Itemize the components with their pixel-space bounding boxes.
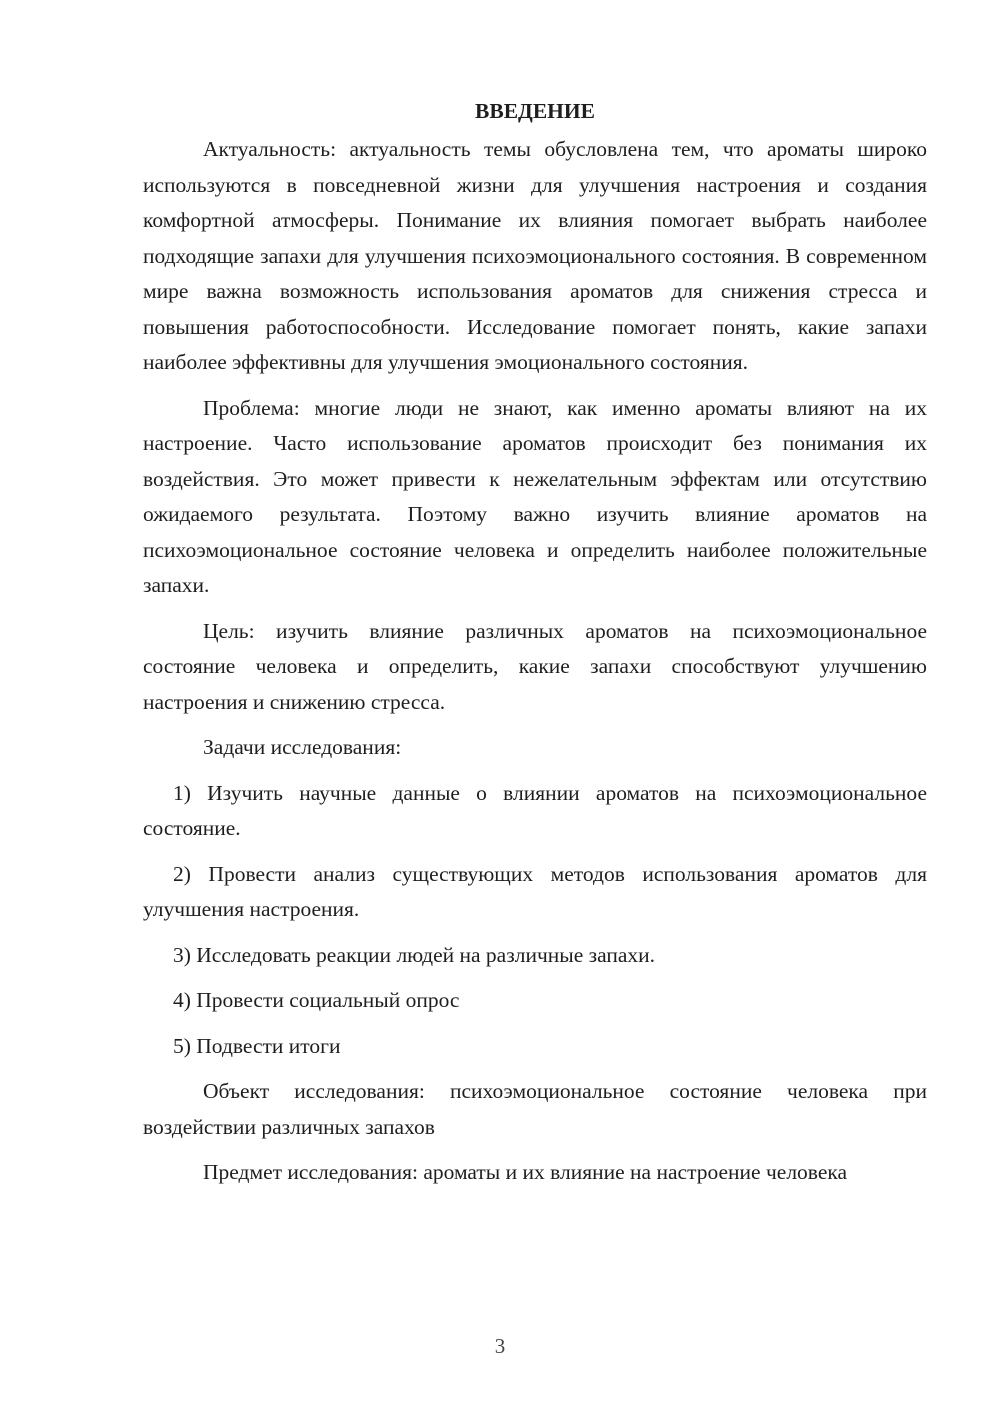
task-item: 2) Провести анализ существующих методов использования ароматов для улучшения настроения. — [143, 861, 927, 921]
page-number: 3 — [494, 1334, 506, 1358]
object-paragraph: Объект исследования: психоэмоциональное состояние человека при воздействии различных запахов — [143, 1079, 927, 1139]
task-item: 4) Провести социальный опрос — [173, 988, 460, 1012]
task-item: 5) Подвести итоги — [173, 1033, 341, 1058]
subject-paragraph: Предмет исследования: ароматы и их влияние на настроение человека — [203, 1160, 848, 1184]
goal-paragraph: Цель: изучить влияние различных ароматов на психоэмоциональное состояние человека и определить, какие запахи способствуют улучшению настроения и снижению стресса. — [143, 618, 927, 714]
task-item: 3) Исследовать реакции людей на различные запахи. — [173, 942, 656, 967]
relevance-paragraph: Актуальность: актуальность темы обусловлена тем, что ароматы широко используются в повседневной жизни для улучшения настроения и создания комфортной атмосферы. Понимание их влияния помогает выбрать наиболее подходящие запахи для улучшения психоэмоционального состояния. В современном мире важна возможность использования ароматов для снижения стресса и повышения работоспособности. Исследование помогает понять, какие запахи наиболее эффективны для улучшения эмоционального состояния. — [143, 137, 927, 374]
problem-paragraph: Проблема: многие люди не знают, как именно ароматы влияют на их настроение. Часто использование ароматов происходит без понимания их воздействия. Это может привести к нежелательным эффектам или отсутствию ожидаемого результата. Поэтому важно изучить влияние ароматов на психоэмоциональное состояние человека и определить наиболее положительные запахи. — [143, 395, 927, 597]
page-title: ВВЕДЕНИЕ — [475, 99, 595, 123]
document-body — [143, 96, 927, 1201]
task-item: 1) Изучить научные данные о влиянии ароматов на психоэмоциональное состояние. — [143, 780, 927, 840]
tasks-heading: Задачи исследования: — [203, 735, 402, 759]
